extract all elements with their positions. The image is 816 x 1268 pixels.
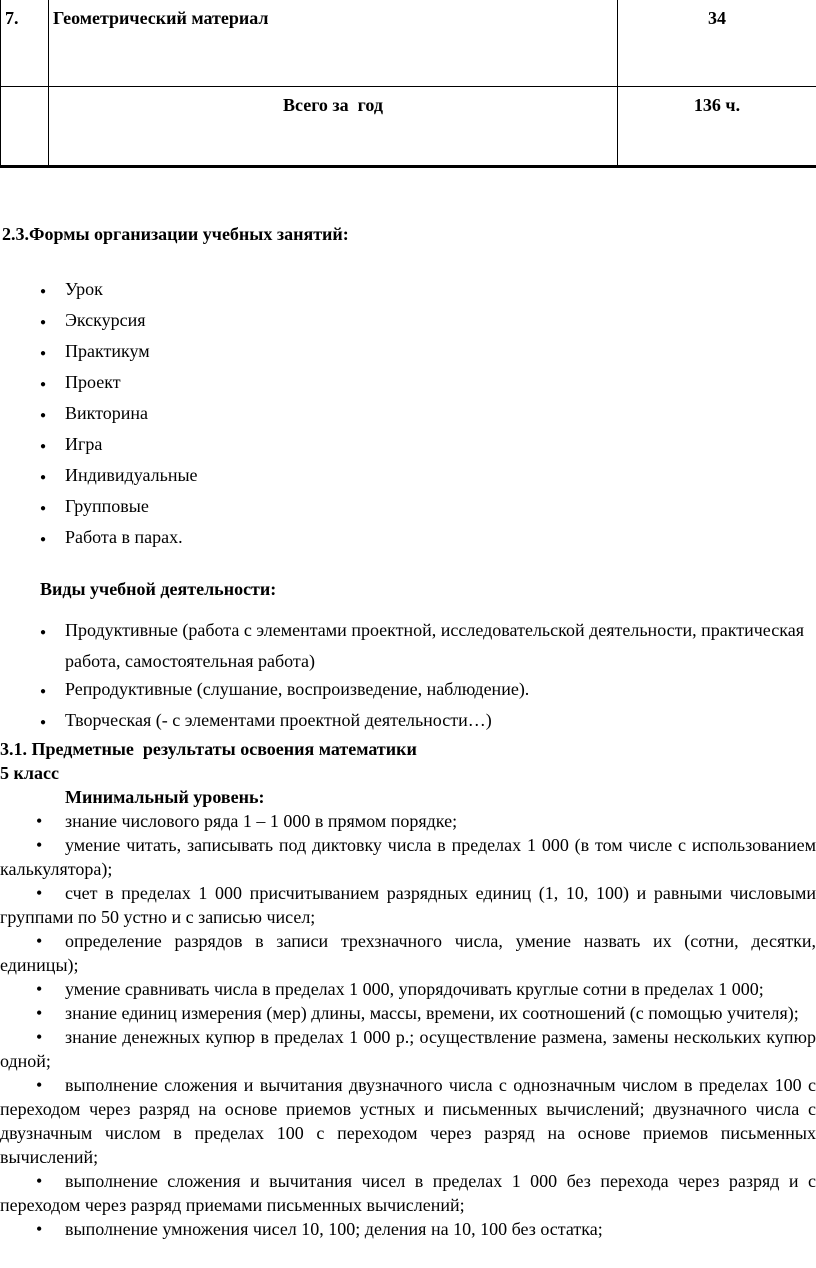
row-number-cell: 7.: [1, 0, 49, 87]
list-item: ● Репродуктивные (слушание, воспроизведение, наблюдение).: [0, 675, 816, 706]
list-item: • знание денежных купюр в пределах 1 000 р.; осуществление размена, замены нескольких купюр одной;: [0, 1025, 816, 1073]
results-section: [0, 737, 816, 1241]
table-row-total: [1, 87, 816, 167]
list-item: ● Работа в парах.: [0, 523, 816, 554]
list-item: ● Экскурсия: [0, 306, 816, 337]
row-number-cell: [1, 87, 49, 167]
list-item: ● Викторина: [0, 399, 816, 430]
activities-list: [0, 616, 816, 737]
list-item: ● Практикум: [0, 337, 816, 368]
total-hours-cell: 136 ч.: [618, 87, 816, 167]
list-item: ● Групповые: [0, 492, 816, 523]
list-item: ● Индивидуальные: [0, 461, 816, 492]
forms-list: [0, 275, 816, 554]
hours-table: [0, 0, 816, 168]
list-item: ● Проект: [0, 368, 816, 399]
grade-heading: 5 класс: [0, 763, 59, 783]
topic-cell: Геометрический материал: [49, 0, 618, 87]
list-item: • выполнение умножения чисел 10, 100; деления на 10, 100 без остатка;: [0, 1217, 816, 1241]
list-item: • умение читать, записывать под диктовку числа в пределах 1 000 (в том числе с использованием калькулятора);: [0, 833, 816, 881]
list-item: • счет в пределах 1 000 присчитыванием разрядных единиц (1, 10, 100) и равными числовыми группами по 50 устно и с записью чисел;: [0, 881, 816, 929]
section-heading-results: 3.1. Предметные результаты освоения математики: [0, 739, 417, 759]
list-item: • знание числового ряда 1 – 1 000 в прямом порядке;: [0, 809, 816, 833]
list-item: • знание единиц измерения (мер) длины, массы, времени, их соотношений (с помощью учителя);: [0, 1001, 816, 1025]
list-item: ● Продуктивные (работа с элементами проектной, исследовательской деятельности, практическая работа, самостоятельная работа): [0, 616, 816, 675]
total-label-cell: Всего за год: [49, 87, 618, 167]
list-item: ● Урок: [0, 275, 816, 306]
list-item: ● Игра: [0, 430, 816, 461]
list-item: • умение сравнивать числа в пределах 1 000, упорядочивать круглые сотни в пределах 1 000;: [0, 977, 816, 1001]
list-item: • выполнение сложения и вычитания чисел в пределах 1 000 без перехода через разряд и с переходом через разряд приемами письменных вычислений;: [0, 1169, 816, 1217]
level-heading: Минимальный уровень:: [65, 787, 265, 807]
table-row: [1, 0, 816, 87]
hours-cell: 34: [618, 0, 816, 87]
section-heading-activities: Виды учебной деятельности:: [40, 579, 277, 599]
list-item: • выполнение сложения и вычитания двузначного числа с однозначным числом в пределах 100 с переходом через разряд на основе приемов устных и письменных вычислений; двузначного числа с двузначным числом в пределах 100 с переходом через разряд на основе приемов письменных вычислений;: [0, 1073, 816, 1169]
list-item: ● Творческая (- с элементами проектной деятельности…): [0, 706, 816, 737]
list-item: • определение разрядов в записи трехзначного числа, умение назвать их (сотни, десятки, единицы);: [0, 929, 816, 977]
section-heading-forms: 2.3.Формы организации учебных занятий:: [2, 224, 349, 244]
